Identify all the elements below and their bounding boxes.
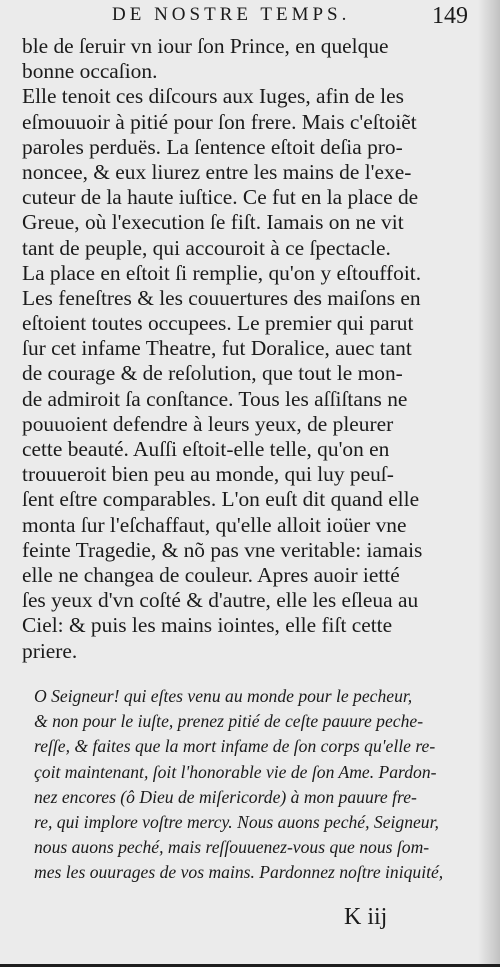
text-line: La place en eſtoit ſi remplie, qu'on y eſtouffoit. <box>22 260 422 285</box>
text-line: trouueroit bien peu au monde, qui luy peuſ- <box>22 462 394 487</box>
running-title: DE NOSTRE TEMPS. <box>112 4 351 25</box>
text-line: Ciel: & puis les mains iointes, elle fiſt cette <box>22 613 393 638</box>
text-line: Elle tenoit ces diſcours aux Iuges, afin de les <box>22 84 404 109</box>
prayer-line: mes les ouurages de vos mains. Pardonnez noſtre iniquité, <box>34 862 444 883</box>
signature-mark: K iij <box>344 904 388 930</box>
text-line: de admiroit ſa conſtance. Tous les aſſiſtans ne <box>22 386 408 411</box>
text-line: ſent eſtre comparables. L'on euſt dit quand elle <box>22 487 420 512</box>
text-line: de courage & de reſolution, que tout le mon- <box>22 361 403 386</box>
prayer-text <box>34 684 474 886</box>
body-text <box>22 34 472 664</box>
text-line: paroles perduës. La ſentence eſtoit deſia pro- <box>22 134 403 159</box>
text-line: noncee, & eux liurez entre les mains de l'exe- <box>22 159 412 184</box>
text-line: eſmouuoir à pitié pour ſon frere. Mais c'eſtoiẽt <box>22 109 417 134</box>
text-line: priere. <box>22 638 78 663</box>
text-line: pouuoient defendre à leurs yeux, de pleurer <box>22 411 394 436</box>
prayer-line: & non pour le iuſte, prenez pitié de ceſte pauure peche- <box>34 711 424 732</box>
text-line: elle ne changea de couleur. Apres auoir ietté <box>22 562 400 587</box>
text-line: feinte Tragedie, & nõ pas vne veritable: iamais <box>22 537 423 562</box>
prayer-line: çoit maintenant, ſoit l'honorable vie de ſon Ame. Pardon- <box>34 761 437 782</box>
text-line: eſtoient toutes occupees. Le premier qui parut <box>22 311 414 336</box>
prayer-line: re, qui implore voſtre mercy. Nous auons peché, Seigneur, <box>34 811 439 832</box>
text-line: ſur cet infame Theatre, fut Doralice, auec tant <box>22 336 412 361</box>
text-line: cette beauté. Auſſi eſtoit-elle telle, qu'on en <box>22 437 390 461</box>
text-line: cuteur de la haute iuſtice. Ce fut en la place de <box>22 185 419 210</box>
text-line: tant de peuple, qui accouroit à ce ſpectacle. <box>22 235 391 260</box>
text-line: monta ſur l'eſchaffaut, qu'elle alloit ioüer vne <box>22 512 407 537</box>
page-header <box>0 4 500 34</box>
text-line: ſes yeux d'vn coſté & d'autre, elle les eſleua au <box>22 588 419 613</box>
prayer-line: O Seigneur! qui eſtes venu au monde pour le pecheur, <box>34 686 413 706</box>
prayer-line: nous auons peché, mais reſſouuenez-vous que nous ſom- <box>34 837 430 858</box>
prayer-line: reſſe, & faites que la mort infame de ſon corps qu'elle re- <box>34 736 436 757</box>
text-line: Les feneſtres & les couuertures des maiſons en <box>22 285 421 310</box>
page-number: 149 <box>432 3 468 29</box>
text-line: bonne occaſion. <box>22 59 158 84</box>
prayer-line: nez encores (ô Dieu de miſericorde) à mon pauure fre- <box>34 786 417 807</box>
gutter-shadow <box>478 0 500 967</box>
text-line: Greue, où l'execution ſe fiſt. Iamais on ne vit <box>22 210 404 235</box>
text-line: ble de ſeruir vn iour ſon Prince, en quelque <box>22 34 389 58</box>
